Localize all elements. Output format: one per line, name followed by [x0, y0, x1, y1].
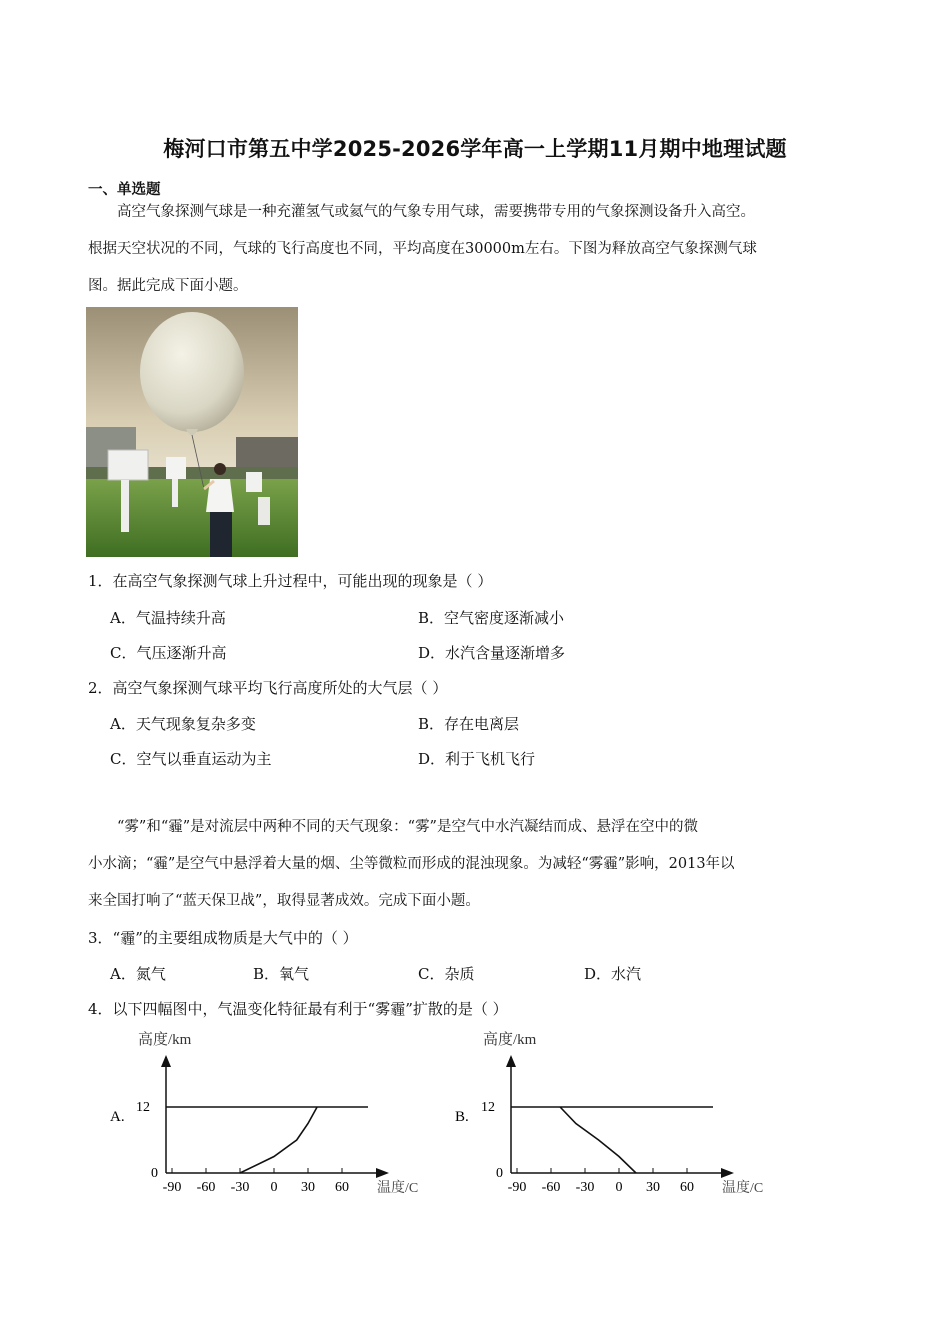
chart-a-y-arrow [161, 1055, 171, 1067]
chart-a-temperature-curve [240, 1107, 317, 1173]
q1-option-b[interactable]: B．空气密度逐渐减小 [418, 609, 565, 627]
chart-b-xtick-label: 30 [646, 1180, 660, 1195]
q1-option-a[interactable]: A．气温持续升高 [110, 609, 226, 627]
chart-a-xtick-label: -90 [162, 1180, 182, 1195]
chart-b-ylabel: 高度/km [483, 1032, 537, 1048]
chart-b-label: B. [455, 1109, 469, 1125]
chart-a-xtick-label: 0 [270, 1180, 278, 1195]
passage-2-line: 来全国打响了“蓝天保卫战”，取得显著成效。完成下面小题。 [88, 893, 480, 909]
passage-1-line: 图。据此完成下面小题。 [88, 278, 248, 294]
passage-1-line: 高空气象探测气球是一种充灌氢气或氦气的气象专用气球，需要携带专用的气象探测设备升入高空。 [117, 204, 755, 220]
q2-option-d[interactable]: D．利于飞机飞行 [418, 750, 536, 768]
q1-option-d[interactable]: D．水汽含量逐渐增多 [418, 644, 566, 662]
chart-a-xtick-label: -30 [230, 1180, 250, 1195]
chart-b-xtick-label: -90 [507, 1180, 527, 1195]
chart-a-xunit: C [408, 1181, 419, 1196]
passage-1 [88, 194, 864, 305]
chart-b-xtick-label: -60 [541, 1180, 561, 1195]
chart-b-xtick-label: 0 [615, 1180, 623, 1195]
chart-b-ytick-12: 12 [481, 1100, 495, 1115]
chart-a-xlabel-text: 温度/ [377, 1181, 409, 1196]
question-1: 1．在高空气象探测气球上升过程中，可能出现的现象是（ ） [88, 572, 493, 590]
chart-a-x-arrow [376, 1168, 389, 1178]
chart-b-xtick-label: 60 [680, 1180, 694, 1195]
chart-b-xtick-label: -30 [575, 1180, 595, 1195]
passage-1-line: 根据天空状况的不同，气球的飞行高度也不同，平均高度在30000m左右。下图为释放高空气象探测气球 [88, 241, 757, 257]
chart-b-ytick-0: 0 [496, 1166, 503, 1181]
chart-a-label: A. [110, 1109, 125, 1125]
chart-a-ytick-0: 0 [151, 1166, 158, 1181]
chart-b-xlabel [722, 1179, 763, 1196]
passage-2-line: “雾”和“霾”是对流层中两种不同的天气现象：“雾”是空气中水汽凝结而成、悬浮在空中的微 [117, 819, 698, 835]
passage-2 [88, 809, 864, 920]
chart-a[interactable] [100, 1025, 440, 1200]
question-3: 3．“霾”的主要组成物质是大气中的（ ） [88, 929, 358, 947]
chart-b-x-arrow [721, 1168, 734, 1178]
q2-option-a[interactable]: A．天气现象复杂多变 [110, 715, 256, 733]
chart-a-xtick-label: 30 [301, 1180, 315, 1195]
chart-b-y-arrow [506, 1055, 516, 1067]
chart-a-xtick-label: 60 [335, 1180, 349, 1195]
q3-option-a[interactable]: A．氮气 [110, 965, 166, 983]
q1-option-c[interactable]: C．气压逐渐升高 [110, 644, 227, 662]
chart-a-xtick-label: -60 [196, 1180, 216, 1195]
q3-option-b[interactable]: B．氧气 [253, 965, 310, 983]
q3-option-d[interactable]: D．水汽 [584, 965, 642, 983]
chart-a-ylabel: 高度/km [138, 1032, 192, 1048]
chart-b-temperature-curve [560, 1107, 636, 1173]
balloon-photo [86, 307, 298, 557]
chart-a-xlabel [377, 1179, 418, 1196]
q2-option-c[interactable]: C．空气以垂直运动为主 [110, 750, 272, 768]
section-heading: 一、单选题 [88, 182, 161, 198]
q3-option-c[interactable]: C．杂质 [418, 965, 475, 983]
passage-2-line: 小水滴；“霾”是空气中悬浮着大量的烟、尘等微粒而形成的混浊现象。为减轻“雾霾”影响，2013年以 [88, 856, 735, 872]
chart-b-xlabel-text: 温度/ [722, 1181, 754, 1196]
page-title: 梅河口市第五中学2025-2026学年高一上学期11月期中地理试题 [163, 137, 787, 161]
q2-option-b[interactable]: B．存在电离层 [418, 715, 520, 733]
chart-b[interactable] [445, 1025, 785, 1200]
question-2: 2．高空气象探测气球平均飞行高度所处的大气层（ ） [88, 679, 448, 697]
question-4: 4．以下四幅图中，气温变化特征最有利于“雾霾”扩散的是（ ） [88, 1000, 508, 1018]
chart-b-xunit: C [753, 1181, 764, 1196]
chart-a-ytick-12: 12 [136, 1100, 150, 1115]
